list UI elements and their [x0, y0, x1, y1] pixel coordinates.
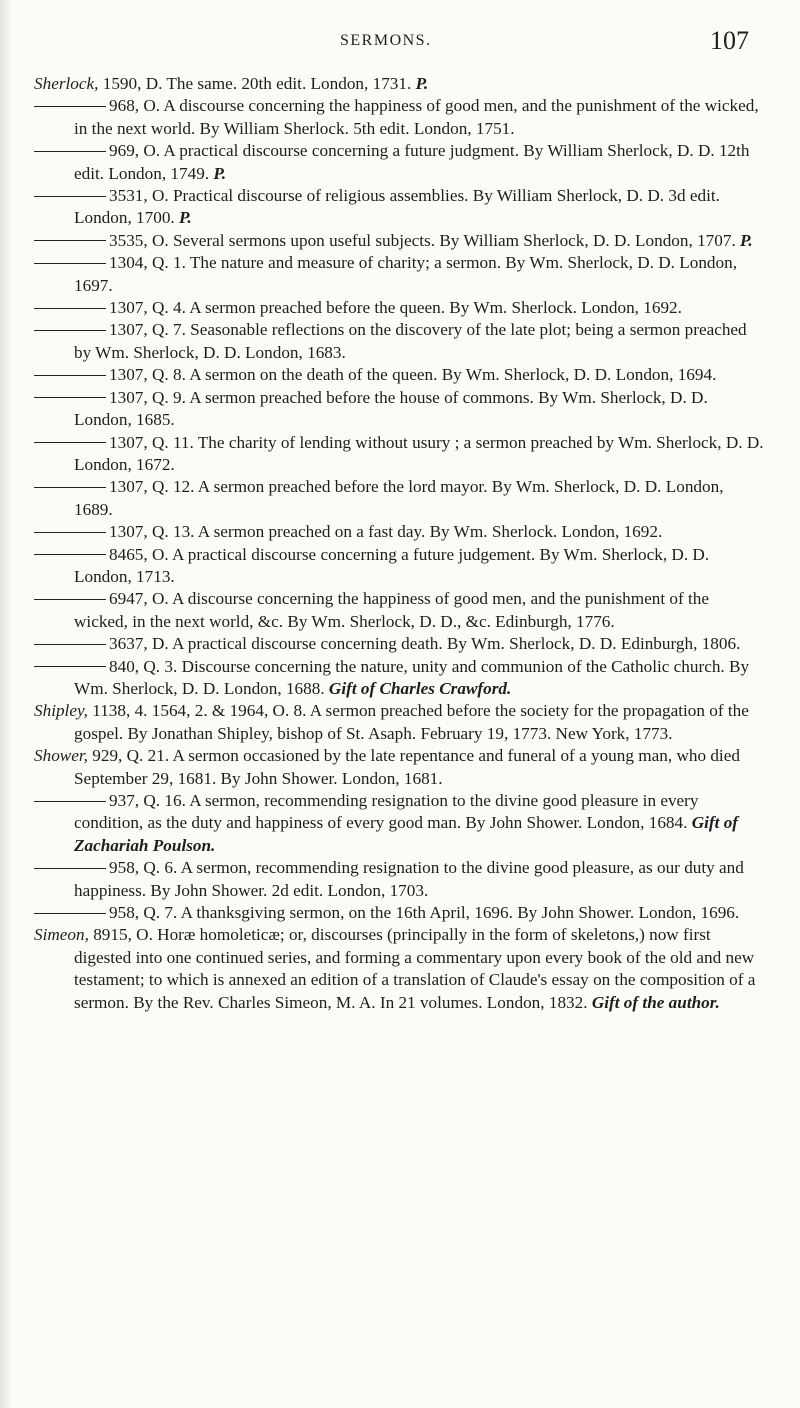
entry-provenance: P.	[213, 163, 226, 183]
catalog-entry	[34, 521, 764, 543]
catalog-entry	[34, 857, 764, 902]
entry-text: 969, O. A practical discourse concerning a future judgment. By William Sherlock, D. D. 12th edit. London, 1749.	[74, 141, 750, 183]
catalog-entry	[34, 297, 764, 319]
ditto-dash	[34, 375, 106, 376]
catalog-entry	[34, 230, 764, 252]
entry-text: 1307, Q. 9. A sermon preached before the house of commons. By Wm. Sherlock, D. D. London, 1685.	[74, 387, 708, 430]
ditto-dash	[34, 196, 106, 197]
ditto-dash	[34, 308, 106, 309]
entry-text: 1307, Q. 11. The charity of lending without usury ; a sermon preached by Wm. Sherlock, D. D. London, 1672.	[74, 432, 764, 474]
catalog-entry	[34, 73, 764, 95]
entry-text: 8465, O. A practical discourse concerning a future judgement. By Wm. Sherlock, D. D. London, 1713.	[74, 544, 710, 586]
entry-text: 958, Q. 7. A thanksgiving sermon, on the 16th April, 1696. By John Shower. London, 1696.	[109, 903, 740, 923]
catalog-entry	[34, 364, 764, 386]
catalog-entry	[34, 387, 764, 432]
entry-provenance: P.	[415, 74, 429, 93]
entry-text: 840, Q. 3. Discourse concerning the nature, unity and communion of the Catholic church. By Wm. Sherlock, D. D. London, 1688.	[74, 656, 750, 698]
entry-text: 1590, D. The same. 20th edit. London, 1731.	[98, 74, 416, 93]
catalog-entry	[34, 252, 764, 297]
catalog-entries	[34, 73, 764, 1014]
entry-text: 958, Q. 6. A sermon, recommending resignation to the divine good pleasure, as our duty and happiness. By John Shower. 2d edit. London, 1703.	[74, 858, 744, 900]
ditto-dash	[34, 554, 106, 555]
entry-text: 3535, O. Several sermons upon useful subjects. By William Sherlock, D. D. London, 1707.	[109, 230, 741, 250]
ditto-dash	[34, 913, 106, 914]
catalog-entry	[34, 790, 764, 857]
page-header	[0, 28, 800, 68]
ditto-dash	[34, 240, 106, 241]
catalog-entry	[34, 140, 764, 185]
entry-author: Shower,	[34, 746, 88, 766]
entry-provenance: Gift of Zachariah Poulson.	[74, 813, 739, 855]
catalog-entry	[34, 432, 764, 477]
catalog-entry	[34, 476, 764, 521]
catalog-entry	[34, 544, 764, 589]
catalog-entry	[34, 700, 764, 745]
ditto-dash	[34, 599, 106, 600]
entry-text: 8915, O. Horæ homoleticæ; or, discourses (principally in the form of skeletons,) now first digested into one continued series, and forming a commentary upon every book of the old and new testament; to which is annexed an edition of a translation of Claude's essay on the composition of a sermon. By the Rev. Charles Simeon, M. A. In 21 volumes. London, 1832.	[74, 925, 756, 1012]
entry-author: Shipley,	[34, 701, 88, 721]
catalog-entry	[34, 319, 764, 364]
catalog-entry	[34, 185, 764, 230]
catalog-entry	[34, 588, 764, 633]
entry-provenance: Gift of Charles Crawford.	[328, 678, 512, 698]
ditto-dash	[34, 151, 106, 152]
entry-author: Sherlock,	[34, 74, 99, 93]
entry-text: 929, Q. 21. A sermon occasioned by the late repentance and funeral of a young man, who died September 29, 1681. By John Shower. London, 1681.	[74, 746, 740, 788]
page-edge	[0, 0, 12, 1408]
entry-text: 1304, Q. 1. The nature and measure of charity; a sermon. By Wm. Sherlock, D. D. London, 1697.	[74, 253, 737, 295]
entry-text: 1307, Q. 7. Seasonable reflections on the discovery of the late plot; being a sermon preached by Wm. Sherlock, D. D. London, 1683.	[74, 320, 747, 362]
entry-text: 1138, 4. 1564, 2. & 1964, O. 8. A sermon preached before the society for the propagation of the gospel. By Jonathan Shipley, bishop of St. Asaph. February 19, 1773. New York, 1773.	[74, 701, 749, 743]
catalog-entry	[34, 633, 764, 655]
ditto-dash	[34, 397, 106, 398]
ditto-dash	[34, 487, 106, 488]
catalog-entry	[34, 745, 764, 790]
page-number: 107	[710, 26, 749, 55]
ditto-dash	[34, 666, 106, 667]
entry-provenance: P.	[740, 230, 753, 250]
ditto-dash	[34, 330, 106, 331]
ditto-dash	[34, 532, 106, 533]
entry-provenance: P.	[179, 208, 192, 228]
ditto-dash	[34, 442, 106, 443]
ditto-dash	[34, 263, 106, 264]
catalog-entry	[34, 95, 764, 140]
entry-text: 3637, D. A practical discourse concerning death. By Wm. Sherlock, D. D. Edinburgh, 1806.	[109, 634, 741, 654]
running-title: SERMONS.	[340, 32, 432, 49]
entry-text: 968, O. A discourse concerning the happiness of good men, and the punishment of the wicked, in the next world. By William Sherlock. 5th edit. London, 1751.	[74, 96, 759, 138]
entry-text: 1307, Q. 12. A sermon preached before the lord mayor. By Wm. Sherlock, D. D. London, 1689.	[74, 477, 724, 519]
entry-text: 1307, Q. 4. A sermon preached before the queen. By Wm. Sherlock. London, 1692.	[109, 298, 682, 318]
catalog-entry	[34, 902, 764, 924]
entry-text: 937, Q. 16. A sermon, recommending resignation to the divine good pleasure in every condition, as the duty and happiness of every good man. By John Shower. London, 1684.	[74, 791, 699, 833]
catalog-entry	[34, 924, 764, 1014]
entry-author: Simeon,	[34, 925, 89, 945]
entry-text: 1307, Q. 13. A sermon preached on a fast day. By Wm. Sherlock. London, 1692.	[109, 522, 663, 542]
catalog-entry	[34, 656, 764, 701]
ditto-dash	[34, 868, 106, 869]
entry-text: 3531, O. Practical discourse of religious assemblies. By William Sherlock, D. D. 3d edit. London, 1700.	[74, 186, 720, 228]
ditto-dash	[34, 644, 106, 645]
ditto-dash	[34, 106, 106, 107]
ditto-dash	[34, 801, 106, 802]
entry-provenance: Gift of the author.	[591, 992, 720, 1012]
entry-text: 6947, O. A discourse concerning the happiness of good men, and the punishment of the wicked, in the next world, &c. By Wm. Sherlock, D. D., &c. Edinburgh, 1776.	[74, 589, 710, 631]
entry-text: 1307, Q. 8. A sermon on the death of the queen. By Wm. Sherlock, D. D. London, 1694.	[109, 365, 717, 385]
